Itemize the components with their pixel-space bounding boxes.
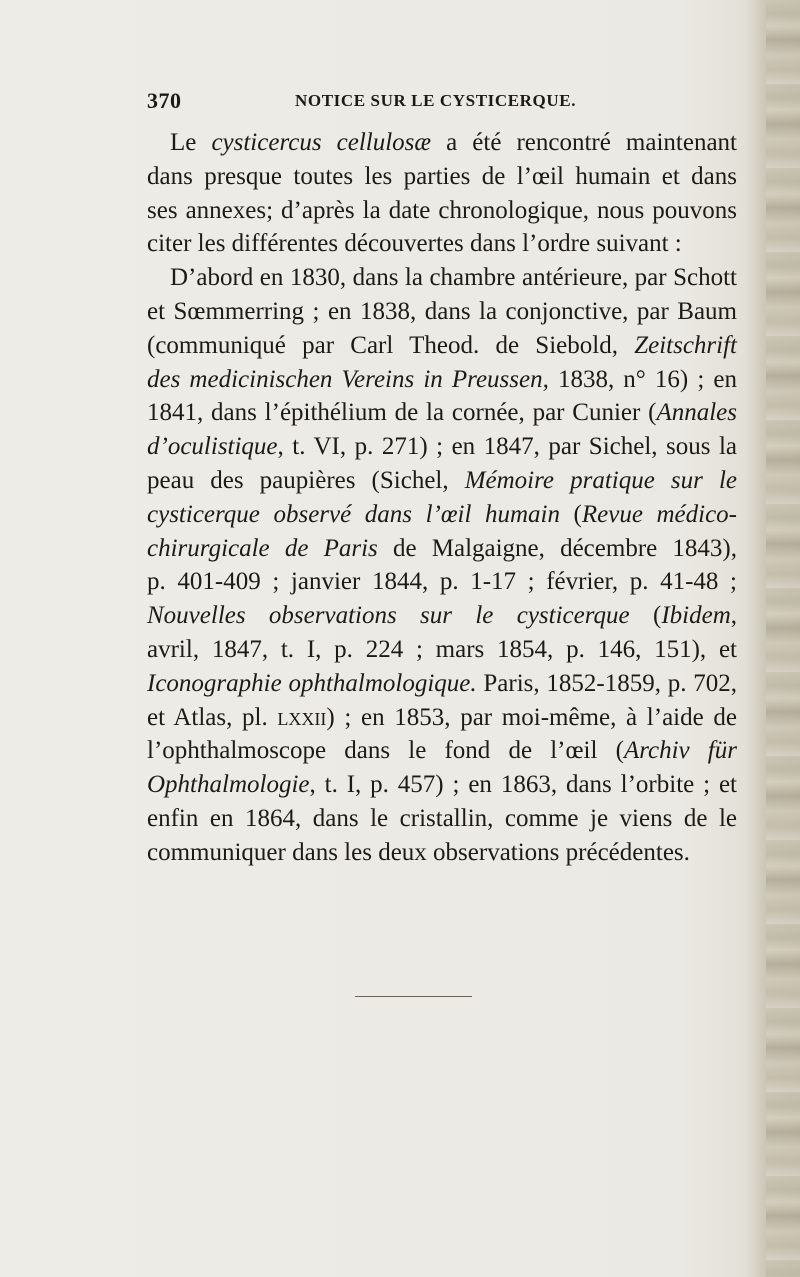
text-line: [147, 667, 737, 701]
page-header: [147, 88, 737, 118]
text-line: [147, 396, 737, 430]
text-line: [147, 768, 737, 802]
body-text: [147, 126, 737, 870]
text-line: [147, 363, 737, 397]
text-line: [147, 126, 737, 160]
page-number: 370: [147, 88, 182, 113]
text-line: [147, 565, 737, 599]
text-line: [147, 532, 737, 566]
text-run: 1841, dans l’épithélium de la cornée, par Cunier (: [147, 399, 657, 427]
paragraph-1: [147, 126, 737, 261]
text-run: de Malgaigne, décembre 1843),: [377, 534, 737, 562]
text-run: citer les différentes découvertes dans l’ordre suivant :: [147, 230, 682, 258]
italic-text-run: Ophthalmologie: [147, 771, 310, 799]
italic-text-run: Revue médico-: [581, 500, 737, 528]
text-run: , t. VI, p. 271) ; en 1847, par Sichel, sous la: [277, 433, 737, 461]
italic-text-run: cysticercus cellulosæ: [211, 129, 432, 156]
italic-text-run: des medicinischen Vereins in Preussen,: [147, 365, 549, 393]
text-run: et Atlas, pl.: [147, 703, 278, 731]
text-run: Paris, 1852-1859, p. 702,: [476, 669, 737, 697]
text-run: avril, 1847, t. I, p. 224 ; mars 1854, p. 146, 151), et: [147, 635, 737, 663]
text-line: [147, 160, 737, 194]
page-edge-shadow: [744, 0, 766, 1277]
text-run: (: [559, 500, 582, 528]
text-line: [147, 633, 737, 667]
text-run: D’abord en 1830, dans la chambre antérieure, par Schott: [170, 264, 737, 292]
text-line: [147, 329, 737, 363]
text-line: [147, 498, 737, 532]
text-run: l’ophthalmoscope dans le fond de l’œil (: [147, 737, 624, 765]
italic-text-run: Annales: [656, 399, 737, 427]
text-line: [147, 701, 737, 735]
text-run: communiquer dans les deux observations précédentes.: [147, 838, 690, 866]
page-edge: [766, 0, 800, 1277]
text-run: (: [629, 602, 662, 630]
smallcaps-text-run: lxxii: [277, 703, 327, 731]
italic-text-run: Archiv für: [623, 737, 737, 765]
text-run: dans presque toutes les parties de l’œil humain et dans: [147, 162, 737, 190]
text-line: [147, 734, 737, 768]
text-run: , t. I, p. 457) ; en 1863, dans l’orbite ; et: [309, 771, 737, 799]
text-run: ses annexes; d’après la date chronologique, nous pouvons: [147, 196, 737, 224]
italic-text-run: Ibidem: [661, 602, 731, 630]
text-run: enfin en 1864, dans le cristallin, comme je viens de le: [147, 804, 737, 832]
text-line: [147, 802, 737, 836]
text-run: Le: [170, 129, 212, 156]
text-run: peau des paupières (Sichel,: [147, 466, 465, 494]
text-run: ) ; en 1853, par moi-même, à l’aide de: [326, 703, 737, 731]
text-line: [147, 261, 737, 295]
end-rule: [355, 996, 472, 997]
text-run: 1838, n° 16) ; en: [548, 365, 737, 393]
italic-text-run: Mémoire pratique sur le: [464, 466, 737, 494]
italic-text-run: cysticerque observé dans l’œil humain: [147, 500, 560, 528]
italic-text-run: d’oculistique: [147, 433, 278, 461]
text-line: [147, 295, 737, 329]
text-run: a été rencontré maintenant: [431, 129, 737, 156]
text-run: ,: [730, 602, 738, 630]
text-line: [147, 836, 737, 870]
text-line: [147, 227, 737, 261]
text-run: p. 401-409 ; janvier 1844, p. 1-17 ; février, p. 41-48 ;: [147, 568, 737, 596]
running-head: NOTICE SUR LE CYSTICERQUE.: [295, 91, 577, 110]
text-line: [147, 464, 737, 498]
italic-text-run: chirurgicale de Paris: [147, 534, 378, 562]
text-line: [147, 430, 737, 464]
text-line: [147, 599, 737, 633]
italic-text-run: Nouvelles observations sur le cysticerque: [147, 602, 630, 630]
italic-text-run: Zeitschrift: [634, 331, 737, 359]
paragraph-2: [147, 261, 737, 869]
italic-text-run: Iconographie ophthalmologique.: [147, 669, 477, 697]
text-run: (communiqué par Carl Theod. de Siebold,: [147, 331, 635, 359]
text-line: [147, 194, 737, 228]
text-run: et Sœmmerring ; en 1838, dans la conjonctive, par Baum: [147, 297, 737, 325]
